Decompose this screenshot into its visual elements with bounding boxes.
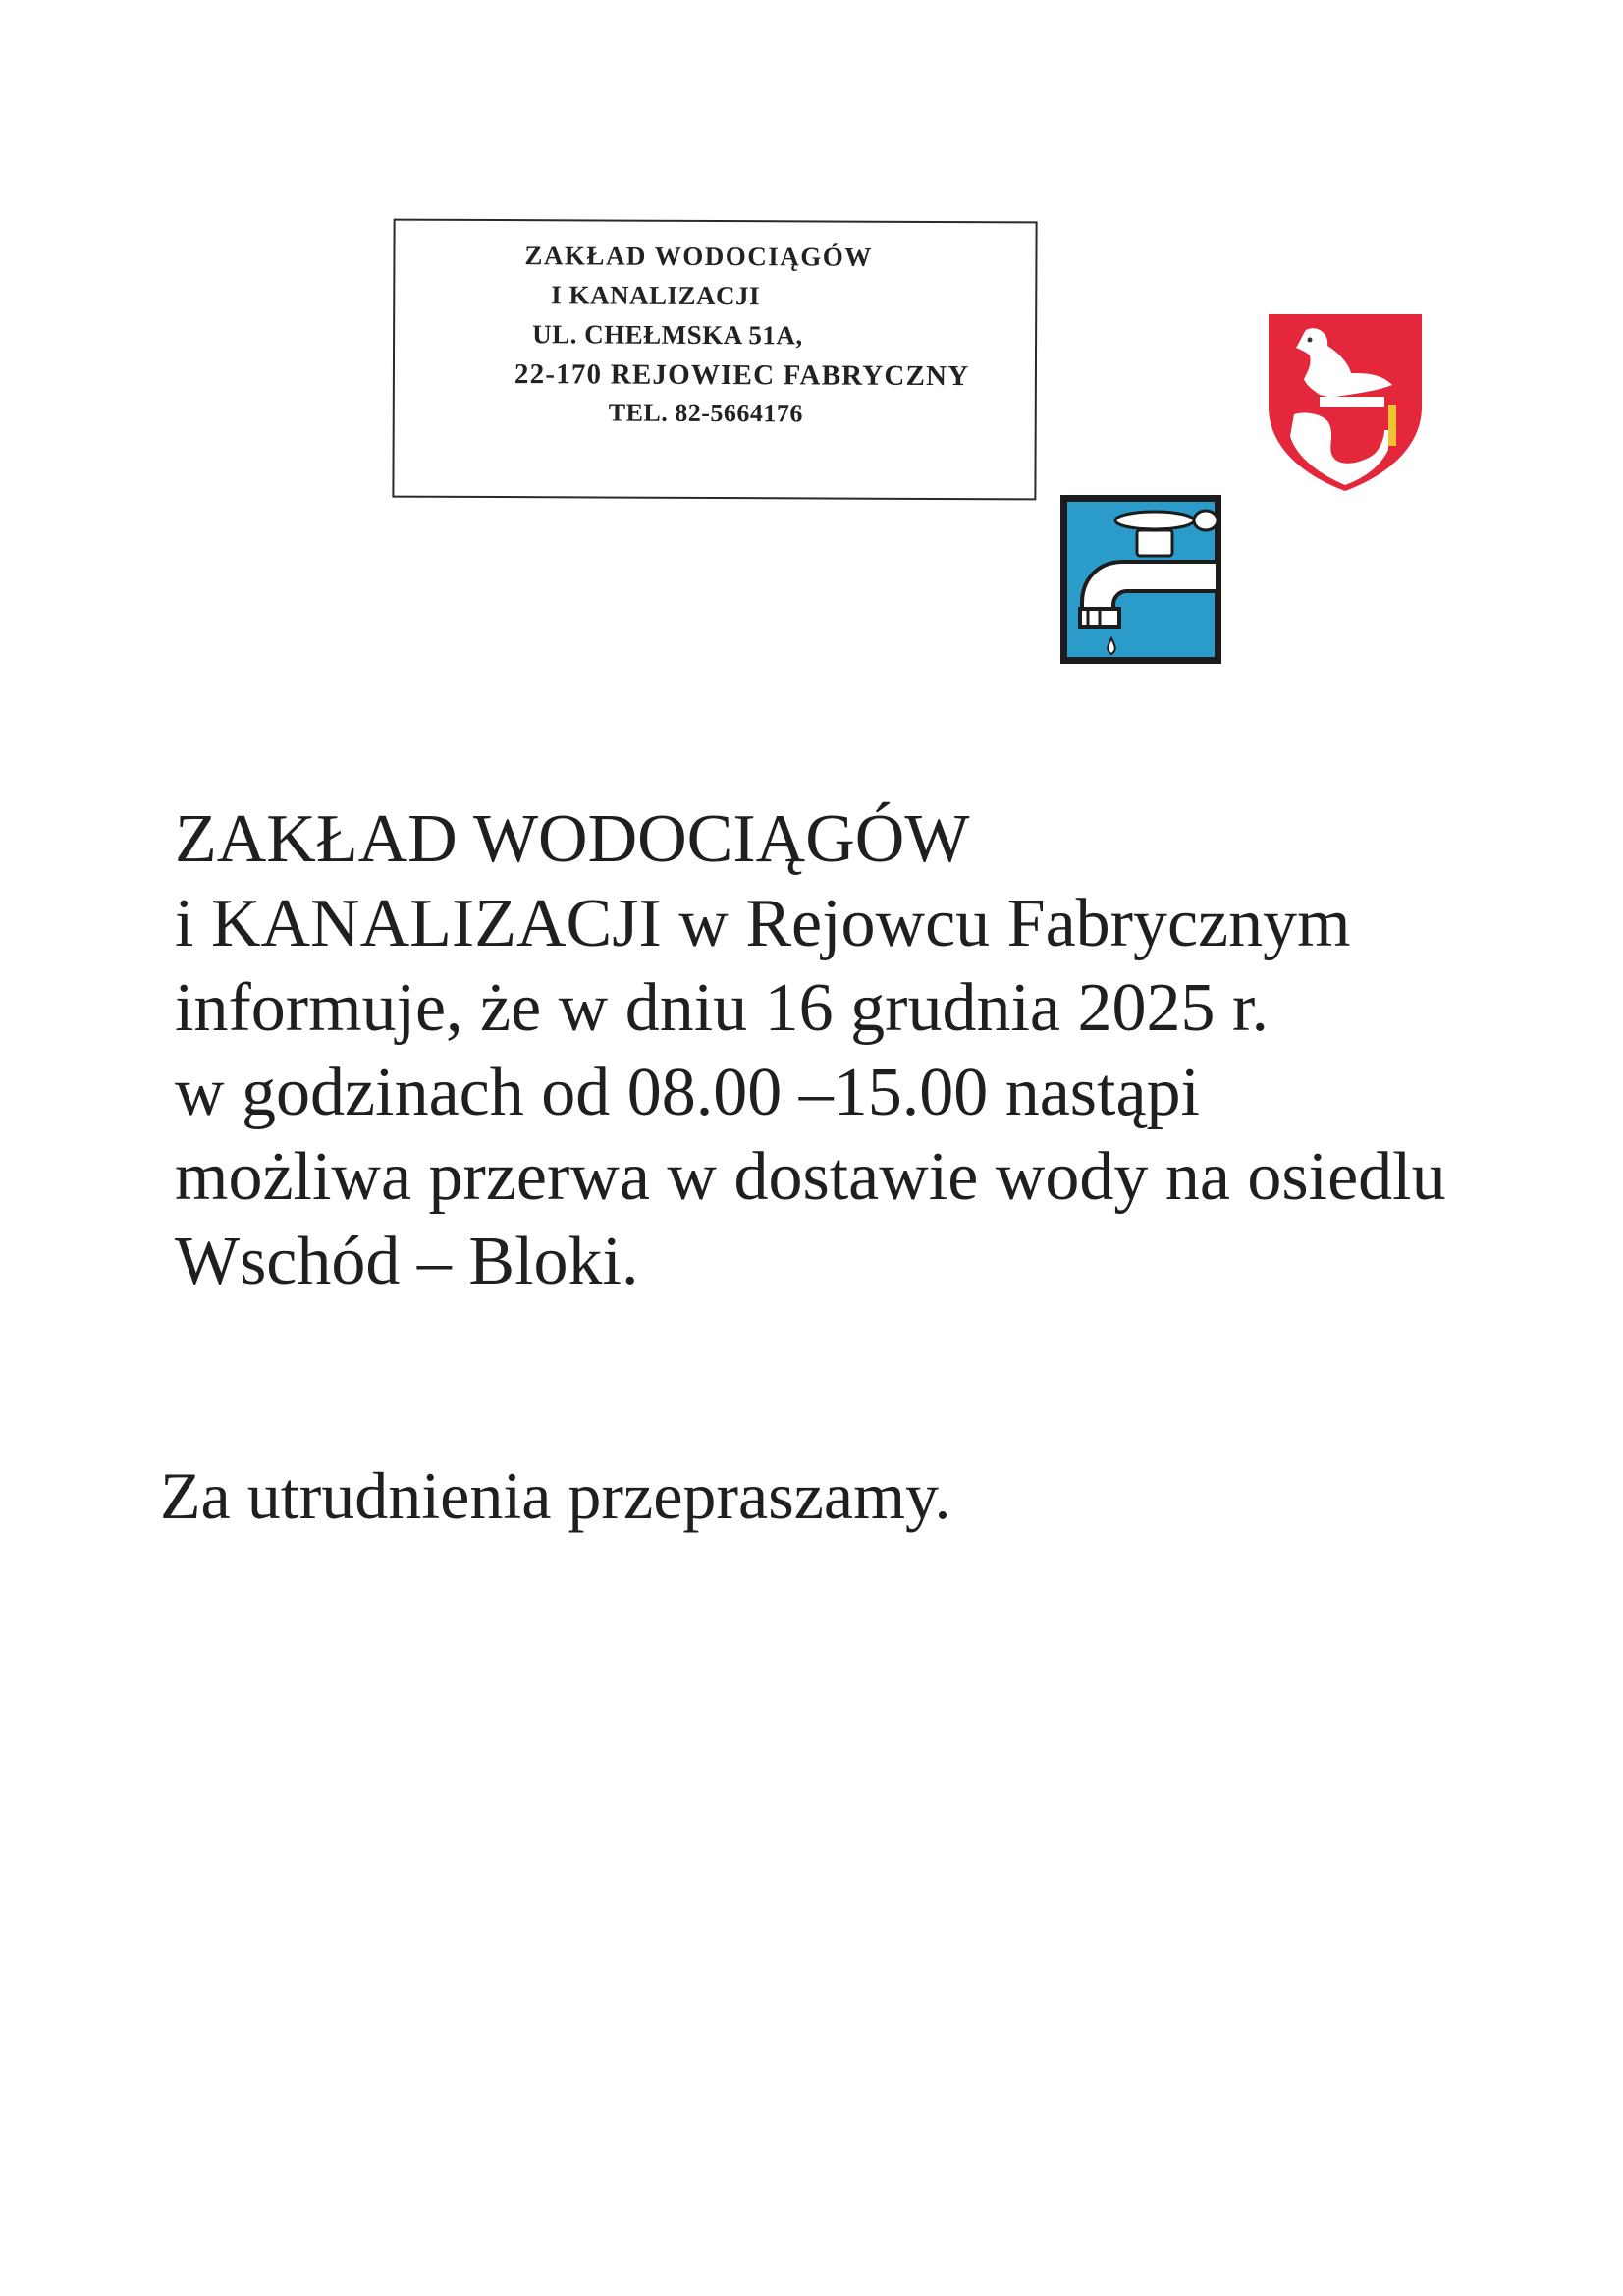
stamp-company-name-2: I KANALIZACJI: [551, 280, 761, 311]
notice-line-1: ZAKŁAD WODOCIĄGÓW: [175, 801, 970, 877]
water-tap-icon: [1058, 493, 1223, 666]
notice-line-4: w godzinach od 08.00 –15.00 nastąpi: [175, 1055, 1200, 1130]
stamp-phone: TEL. 82-5664176: [608, 398, 804, 428]
coat-of-arms-dove-icon: [1267, 312, 1424, 493]
notice-line-6: Wschód – Bloki.: [175, 1224, 639, 1299]
notice-text: [175, 797, 1549, 1304]
stamp-street: UL. CHEŁMSKA 51A,: [532, 319, 803, 351]
stamp-city: 22-170 REJOWIEC FABRYCZNY: [514, 358, 970, 393]
company-stamp: [392, 219, 1037, 501]
notice-line-3: informuje, że w dniu 16 grudnia 2025 r.: [175, 970, 1269, 1046]
closing-apology: Za utrudnienia przepraszamy.: [160, 1458, 951, 1533]
stamp-company-name: ZAKŁAD WODOCIĄGÓW: [524, 241, 873, 272]
notice-line-5: możliwa przerwa w dostawie wody na osiedlu: [175, 1139, 1446, 1215]
notice-line-2: i KANALIZACJI w Rejowcu Fabrycznym: [175, 886, 1351, 961]
